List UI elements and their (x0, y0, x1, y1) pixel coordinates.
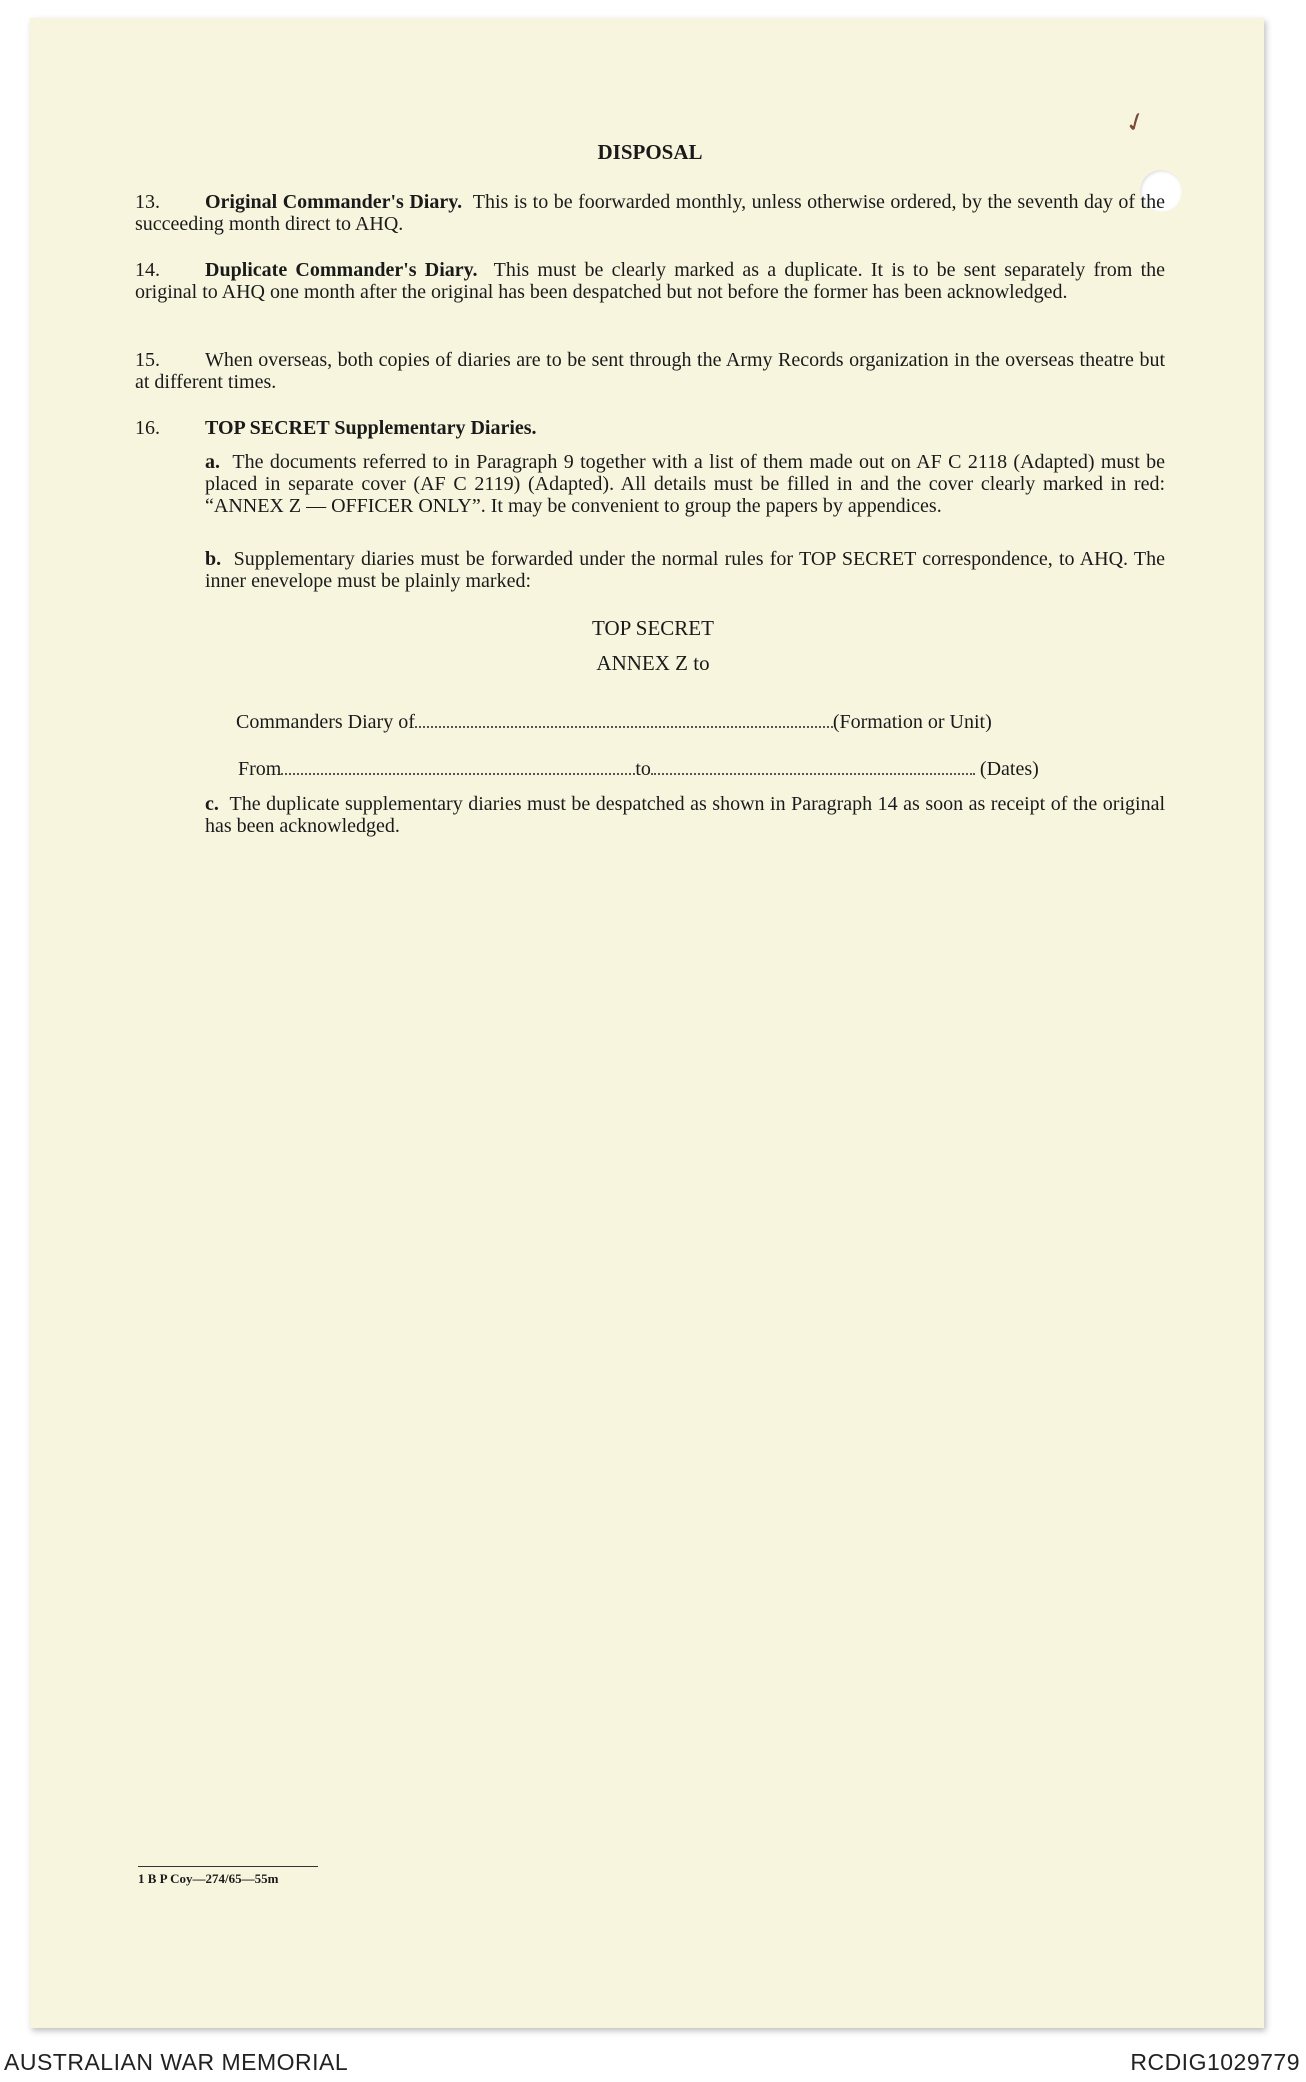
paragraph-text: This is to be foorwarded monthly, unless otherwise ordered, by the seventh day of the succeeding month direct to AHQ. (135, 191, 1165, 235)
diary-suffix: (Formation or Unit) (832, 711, 992, 733)
paragraph-title: Original Commander's Diary. (205, 191, 463, 213)
subparagraph-text: The duplicate supplementary diaries must be despatched as shown in Paragraph 14 as soon as receipt of the original has been acknowledged. (205, 793, 1165, 837)
paragraph-number: 14. (135, 259, 160, 281)
dates-suffix: (Dates) (979, 758, 1039, 780)
formation-fill-line (415, 712, 833, 728)
from-fill-line (281, 759, 635, 775)
footer-rule (138, 1866, 318, 1867)
document-page (30, 18, 1264, 2028)
paragraph-14 (135, 259, 1165, 303)
paragraph-number: 13. (135, 191, 160, 213)
marking-annex-z: ANNEX Z to (596, 651, 710, 675)
subparagraph-text: The documents referred to in Paragraph 9 together with a list of them made out on AF C 2118 (Adapted) must be placed in separate cover (AF C 2119) (Adapted). All details must be filled in and the cover clearly marked in red: “ANNEX Z — OFFICER ONLY”. It may be convenient to group the papers by appendices. (205, 451, 1166, 517)
archive-credit-left: AUSTRALIAN WAR MEMORIAL (4, 2049, 349, 2075)
paragraph-15 (135, 349, 1165, 393)
archive-credit-right: RCDIG1029779 (1130, 2049, 1300, 2075)
print-code: 1 B P Coy—274/65—55m (138, 1871, 279, 1886)
paragraph-title: TOP SECRET Supplementary Diaries. (205, 417, 537, 439)
subparagraph-text: Supplementary diaries must be forwarded under the normal rules for TOP SECRET correspondence, to AHQ. The inner enevelope must be plainly marked: (205, 548, 1166, 592)
subparagraph-letter: c. (205, 793, 219, 815)
commanders-diary-line (236, 711, 992, 734)
bleed-through-mark (130, 108, 138, 134)
paragraph-text: When overseas, both copies of diaries are to be sent through the Army Records organization in the overseas theatre but at different times. (135, 349, 1165, 393)
paragraph-text: This must be clearly marked as a duplicate. It is to be sent separately from the original to AHQ one month after the original has been despatched but not before the former has been acknowledged. (135, 259, 1166, 303)
paragraph-number: 15. (135, 349, 160, 371)
diary-label: Commanders Diary of (236, 711, 415, 733)
subparagraph-b (205, 548, 1165, 592)
page-heading: DISPOSAL (597, 140, 703, 164)
subparagraph-c (205, 793, 1165, 837)
subparagraph-a (205, 451, 1165, 517)
paragraph-title: Duplicate Commander's Diary. (205, 259, 478, 281)
paragraph-13 (135, 191, 1165, 235)
from-label: From (238, 758, 282, 780)
date-range-line (238, 758, 1039, 781)
to-fill-line (651, 759, 975, 775)
handwritten-tick-icon: ✓ (1120, 105, 1151, 140)
marking-top-secret: TOP SECRET (592, 616, 714, 640)
paragraph-16 (135, 417, 1165, 439)
to-label: to (635, 758, 651, 780)
subparagraph-letter: b. (205, 548, 222, 570)
paragraph-number: 16. (135, 417, 160, 439)
subparagraph-letter: a. (205, 451, 220, 473)
